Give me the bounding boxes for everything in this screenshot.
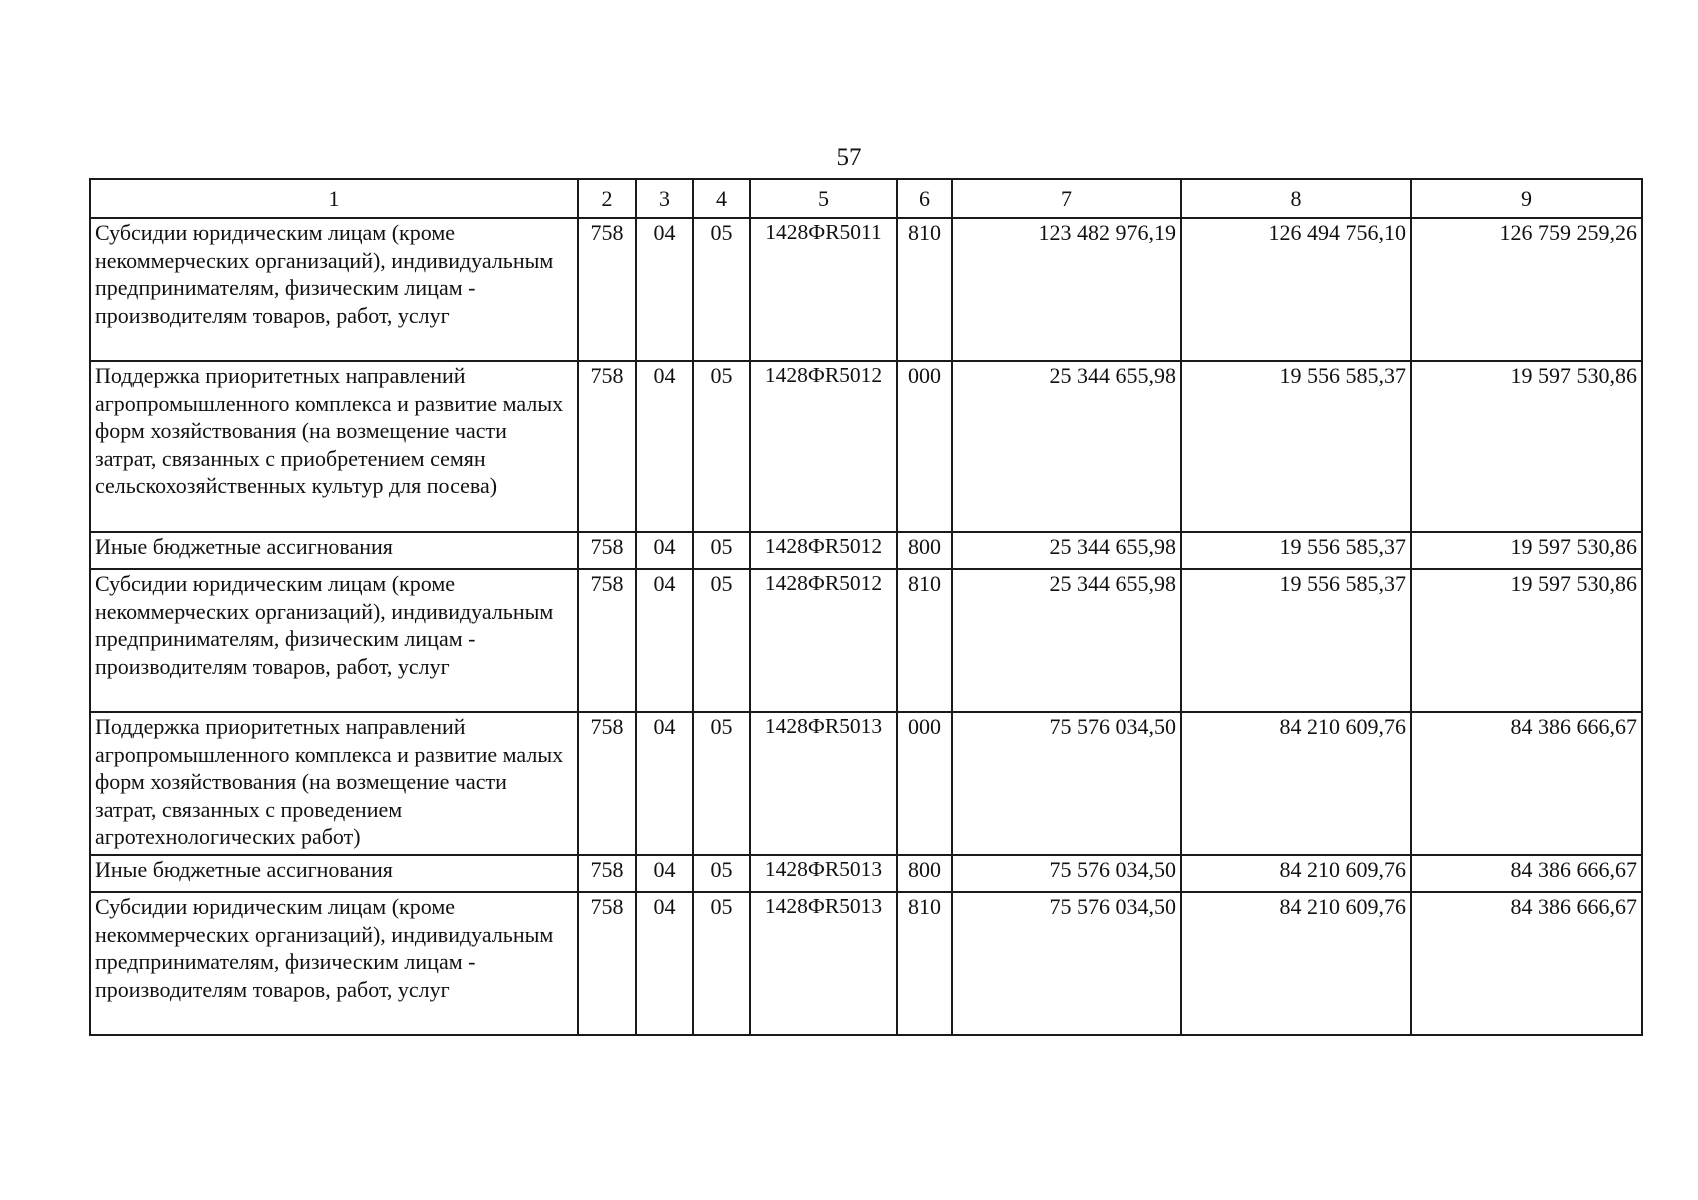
row-amount-col9: 126 759 259,26 [1411, 218, 1642, 361]
budget-table [89, 178, 1643, 1036]
row-amount-col9: 19 597 530,86 [1411, 532, 1642, 569]
row-amount-col7: 25 344 655,98 [952, 532, 1181, 569]
header-col-1: 1 [90, 179, 578, 218]
row-amount-col7: 75 576 034,50 [952, 855, 1181, 892]
row-code-expense-type: 810 [897, 892, 952, 1035]
row-code-ministry: 758 [578, 218, 636, 361]
row-code-ministry: 758 [578, 855, 636, 892]
table-row [90, 569, 1642, 712]
row-name: Иные бюджетные ассигнования [90, 532, 578, 569]
row-name: Поддержка приоритетных направлений агропромышленного комплекса и развитие малых форм хозяйствования (на возмещение части затрат, связанных с приобретением семян сельскохозяйственных культур для посева) [90, 361, 578, 532]
row-code-expense-type: 000 [897, 712, 952, 855]
table-body [90, 218, 1642, 1035]
row-amount-col9: 84 386 666,67 [1411, 712, 1642, 855]
header-col-4: 4 [693, 179, 750, 218]
row-amount-col7: 25 344 655,98 [952, 361, 1181, 532]
row-code-expense-type: 800 [897, 532, 952, 569]
row-code-target: 1428ФR5011 [750, 218, 897, 361]
row-name: Субсидии юридическим лицам (кроме некоммерческих организаций), индивидуальным предпринимателям, физическим лицам - производителям товаров, работ, услуг [90, 892, 578, 1035]
table-row [90, 218, 1642, 361]
header-col-3: 3 [636, 179, 693, 218]
row-code-subsection: 05 [693, 569, 750, 712]
row-amount-col8: 126 494 756,10 [1181, 218, 1411, 361]
row-code-expense-type: 800 [897, 855, 952, 892]
row-amount-col7: 123 482 976,19 [952, 218, 1181, 361]
row-code-section: 04 [636, 569, 693, 712]
row-code-section: 04 [636, 361, 693, 532]
row-code-section: 04 [636, 892, 693, 1035]
row-amount-col8: 84 210 609,76 [1181, 855, 1411, 892]
header-row [90, 179, 1642, 218]
row-code-subsection: 05 [693, 218, 750, 361]
row-code-subsection: 05 [693, 712, 750, 855]
table-row [90, 361, 1642, 532]
row-name: Субсидии юридическим лицам (кроме некоммерческих организаций), индивидуальным предпринимателям, физическим лицам - производителям товаров, работ, услуг [90, 218, 578, 361]
row-name: Субсидии юридическим лицам (кроме некоммерческих организаций), индивидуальным предпринимателям, физическим лицам - производителям товаров, работ, услуг [90, 569, 578, 712]
row-amount-col9: 84 386 666,67 [1411, 855, 1642, 892]
row-code-ministry: 758 [578, 569, 636, 712]
header-col-5: 5 [750, 179, 897, 218]
row-code-target: 1428ФR5013 [750, 712, 897, 855]
header-col-8: 8 [1181, 179, 1411, 218]
row-code-expense-type: 810 [897, 569, 952, 712]
row-code-target: 1428ФR5012 [750, 532, 897, 569]
row-amount-col8: 84 210 609,76 [1181, 712, 1411, 855]
row-code-target: 1428ФR5012 [750, 569, 897, 712]
header-col-2: 2 [578, 179, 636, 218]
row-code-subsection: 05 [693, 361, 750, 532]
row-code-section: 04 [636, 532, 693, 569]
table-row [90, 532, 1642, 569]
row-code-expense-type: 810 [897, 218, 952, 361]
row-code-target: 1428ФR5013 [750, 855, 897, 892]
page-number: 57 [836, 144, 862, 171]
row-code-section: 04 [636, 218, 693, 361]
row-code-subsection: 05 [693, 532, 750, 569]
row-amount-col7: 75 576 034,50 [952, 892, 1181, 1035]
row-code-target: 1428ФR5013 [750, 892, 897, 1035]
row-code-ministry: 758 [578, 712, 636, 855]
row-code-subsection: 05 [693, 855, 750, 892]
row-code-expense-type: 000 [897, 361, 952, 532]
row-code-section: 04 [636, 855, 693, 892]
row-amount-col9: 84 386 666,67 [1411, 892, 1642, 1035]
row-code-ministry: 758 [578, 532, 636, 569]
table-header [90, 179, 1642, 218]
row-name: Иные бюджетные ассигнования [90, 855, 578, 892]
header-col-9: 9 [1411, 179, 1642, 218]
row-code-ministry: 758 [578, 892, 636, 1035]
table-row [90, 855, 1642, 892]
header-col-6: 6 [897, 179, 952, 218]
row-amount-col9: 19 597 530,86 [1411, 569, 1642, 712]
row-amount-col7: 25 344 655,98 [952, 569, 1181, 712]
table-row [90, 712, 1642, 855]
row-amount-col8: 84 210 609,76 [1181, 892, 1411, 1035]
row-code-ministry: 758 [578, 361, 636, 532]
row-code-target: 1428ФR5012 [750, 361, 897, 532]
row-amount-col7: 75 576 034,50 [952, 712, 1181, 855]
row-amount-col8: 19 556 585,37 [1181, 569, 1411, 712]
row-name: Поддержка приоритетных направлений агропромышленного комплекса и развитие малых форм хозяйствования (на возмещение части затрат, связанных с проведением агротехнологических работ) [90, 712, 578, 855]
row-code-section: 04 [636, 712, 693, 855]
table-row [90, 892, 1642, 1035]
row-amount-col8: 19 556 585,37 [1181, 361, 1411, 532]
row-amount-col9: 19 597 530,86 [1411, 361, 1642, 532]
row-code-subsection: 05 [693, 892, 750, 1035]
row-amount-col8: 19 556 585,37 [1181, 532, 1411, 569]
header-col-7: 7 [952, 179, 1181, 218]
